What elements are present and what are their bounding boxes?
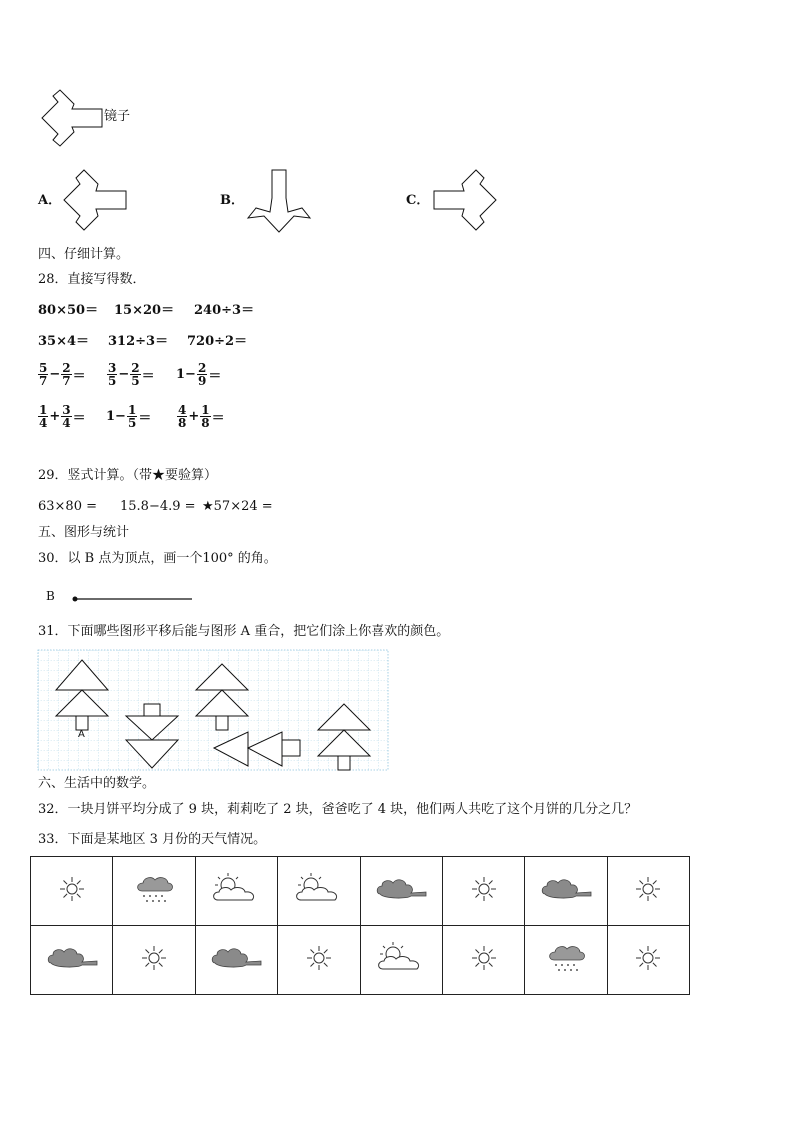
weather-cell: [525, 857, 607, 926]
q29-item2: 15.8−4.9 =: [120, 499, 196, 514]
q28-row4-item2: 1 − $\frac{1}{5}$ ＝: [106, 403, 152, 430]
q28-row1-item3: 240÷3＝: [194, 303, 255, 318]
q28-row3-item1: $\frac{5}{7}$ − $\frac{2}{7}$ ＝: [39, 361, 86, 388]
sun-cloud-icon: [373, 960, 429, 979]
mirror-label: 镜子: [104, 109, 131, 124]
q30-ray[interactable]: [70, 594, 194, 604]
option-c-label: C．: [406, 193, 430, 208]
q29-title: 29．竖式计算。（带★要验算）: [38, 468, 218, 483]
weather-cell: [113, 926, 195, 995]
q28-row1-item1: 80×50＝: [38, 303, 99, 318]
q28-row3-item3: 1 − $\frac{2}{9}$ ＝: [176, 361, 222, 388]
q33-title: 33．下面是某地区 3 月份的天气情况。: [38, 832, 267, 847]
q28-row2-item2: 312÷3＝: [108, 334, 169, 349]
q31-grid-figure: [38, 650, 388, 770]
weather-cell: [113, 857, 195, 926]
weather-cell: [607, 857, 689, 926]
q29-item1: 63×80 =: [38, 499, 98, 514]
sun-icon: [464, 960, 504, 979]
weather-row: [31, 857, 690, 926]
sun-icon: [464, 891, 504, 910]
weather-cell: [525, 926, 607, 995]
q28-row4-item3: $\frac{4}{8}$ + $\frac{1}{8}$ ＝: [178, 403, 225, 430]
option-a-label: A．: [38, 193, 62, 208]
q28-title: 28．直接写得数．: [38, 272, 146, 287]
q32-title: 32．一块月饼平均分成了 9 块，莉莉吃了 2 块，爸爸吃了 4 块，他们两人共吃了这个月饼的几分之几？: [38, 802, 638, 817]
mirror-arrow-figure: [38, 86, 108, 150]
weather-cell: [195, 857, 278, 926]
q28-row2-item1: 35×4＝: [38, 334, 90, 349]
weather-cell: [443, 857, 525, 926]
tree-a-label: A: [78, 729, 85, 740]
q30-title: 30．以 B 点为顶点，画一个100° 的角。: [38, 551, 277, 566]
weather-cell: [443, 926, 525, 995]
q28-row1-item2: 15×20＝: [114, 303, 175, 318]
option-b-figure[interactable]: [244, 166, 314, 234]
weather-row: [31, 926, 690, 995]
weather-cell: [195, 926, 278, 995]
cloud-icon: [539, 889, 593, 908]
point-b-label: B: [46, 589, 55, 603]
sun-icon: [299, 960, 339, 979]
option-c-figure[interactable]: [430, 166, 500, 234]
section4-title: 四、仔细计算。: [38, 247, 130, 262]
rain-cloud-icon: [546, 961, 586, 980]
rain-cloud-icon: [134, 892, 174, 911]
sun-cloud-icon: [208, 891, 264, 910]
option-b-label: B．: [220, 193, 244, 208]
weather-cell: [31, 926, 113, 995]
weather-cell: [31, 857, 113, 926]
section5-title: 五、图形与统计: [38, 525, 130, 540]
section6-title: 六、生活中的数学。: [38, 776, 156, 791]
weather-cell: [360, 857, 443, 926]
weather-cell: [607, 926, 689, 995]
q31-title: 31．下面哪些图形平移后能与图形 A 重合，把它们涂上你喜欢的颜色。: [38, 624, 450, 639]
sun-icon: [134, 960, 174, 979]
weather-cell: [360, 926, 443, 995]
weather-table: [30, 856, 690, 995]
weather-cell: [278, 926, 361, 995]
cloud-icon: [374, 889, 428, 908]
sun-icon: [52, 891, 92, 910]
sun-icon: [628, 891, 668, 910]
sun-cloud-icon: [291, 891, 347, 910]
q28-row4-item1: $\frac{1}{4}$ + $\frac{3}{4}$ ＝: [39, 403, 86, 430]
option-a-figure[interactable]: [62, 168, 130, 232]
q29-item3: ★57×24 =: [202, 499, 273, 514]
cloud-icon: [45, 958, 99, 977]
q28-row2-item3: 720÷2＝: [187, 334, 248, 349]
q28-row3-item2: $\frac{3}{5}$ − $\frac{2}{5}$ ＝: [108, 361, 155, 388]
sun-icon: [628, 960, 668, 979]
cloud-icon: [209, 958, 263, 977]
weather-cell: [278, 857, 361, 926]
